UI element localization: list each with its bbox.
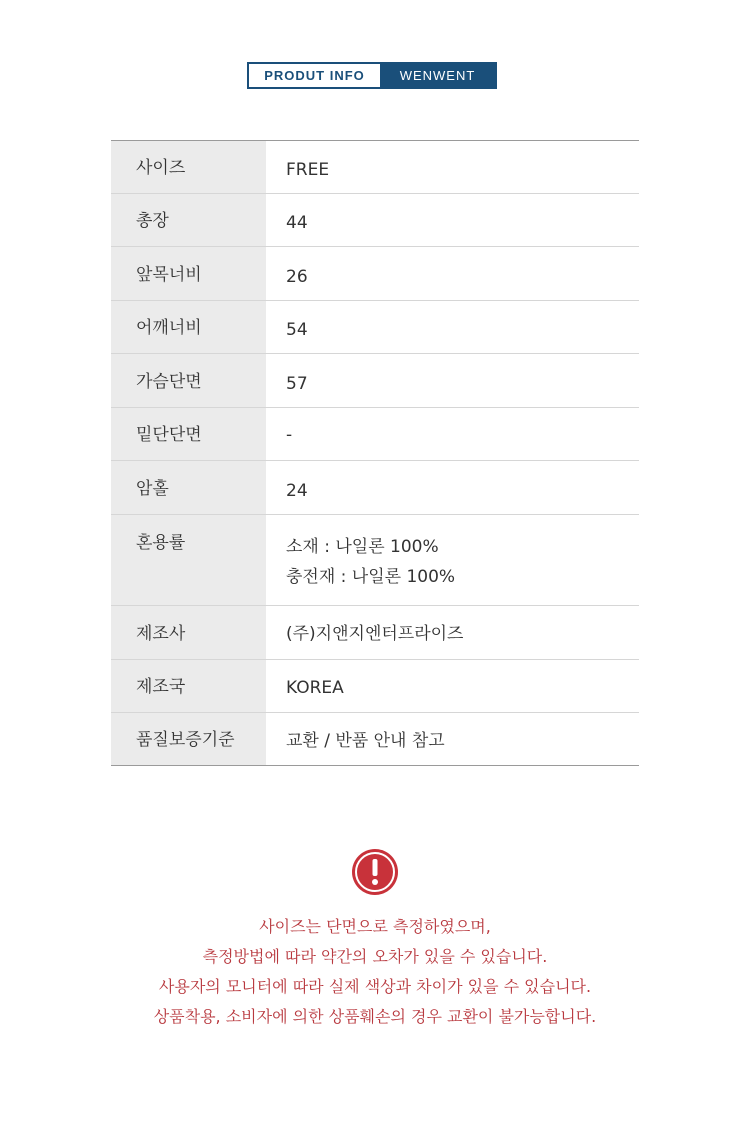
row-value: 57	[286, 374, 308, 394]
table-row-size	[111, 141, 639, 194]
notice-line: 사이즈는 단면으로 측정하였으며,	[259, 917, 491, 936]
row-label: 사이즈	[111, 141, 266, 193]
row-value: FREE	[286, 160, 330, 180]
row-label: 앞목너비	[111, 247, 266, 300]
product-info-table	[111, 140, 639, 766]
table-row-armhole	[111, 461, 639, 515]
row-value: 소재 : 나일론 100% 충전재 : 나일론 100%	[286, 537, 456, 587]
exclamation-circle-icon	[351, 848, 399, 896]
row-value: (주)지앤지엔터프라이즈	[286, 624, 464, 644]
brand-label: WENWENT	[380, 64, 495, 87]
table-row-neck-width	[111, 247, 639, 301]
row-label: 가슴단면	[111, 354, 266, 407]
notice-line: 측정방법에 따라 약간의 오차가 있을 수 있습니다.	[202, 947, 548, 966]
table-row-chest	[111, 354, 639, 408]
table-row-length	[111, 194, 639, 247]
row-value: 교환 / 반품 안내 참고	[286, 731, 445, 751]
row-value: 24	[286, 481, 308, 501]
table-row-country	[111, 660, 639, 713]
table-row-manufacturer	[111, 606, 639, 660]
product-info-badge	[247, 62, 497, 89]
row-value: 54	[286, 320, 308, 340]
row-label: 총장	[111, 194, 266, 246]
product-info-label: PRODUT INFO	[249, 64, 380, 87]
row-label: 어깨너비	[111, 301, 266, 353]
row-label: 제조사	[111, 606, 266, 659]
table-row-shoulder-width	[111, 301, 639, 354]
table-row-material	[111, 515, 639, 606]
row-value: 44	[286, 213, 308, 233]
notice-line: 상품착용, 소비자에 의한 상품훼손의 경우 교환이 불가능합니다.	[153, 1007, 597, 1026]
size-notice	[0, 912, 750, 1032]
row-value: KOREA	[286, 678, 344, 698]
row-label: 품질보증기준	[111, 713, 266, 765]
table-row-warranty	[111, 713, 639, 765]
notice-line: 사용자의 모니터에 따라 실제 색상과 차이가 있을 수 있습니다.	[158, 977, 592, 996]
table-row-hem	[111, 408, 639, 461]
row-label: 암홀	[111, 461, 266, 514]
row-label: 밑단단면	[111, 408, 266, 460]
row-value: -	[286, 425, 293, 445]
row-value: 26	[286, 267, 308, 287]
row-label: 제조국	[111, 660, 266, 712]
row-label: 혼용률	[111, 515, 266, 605]
